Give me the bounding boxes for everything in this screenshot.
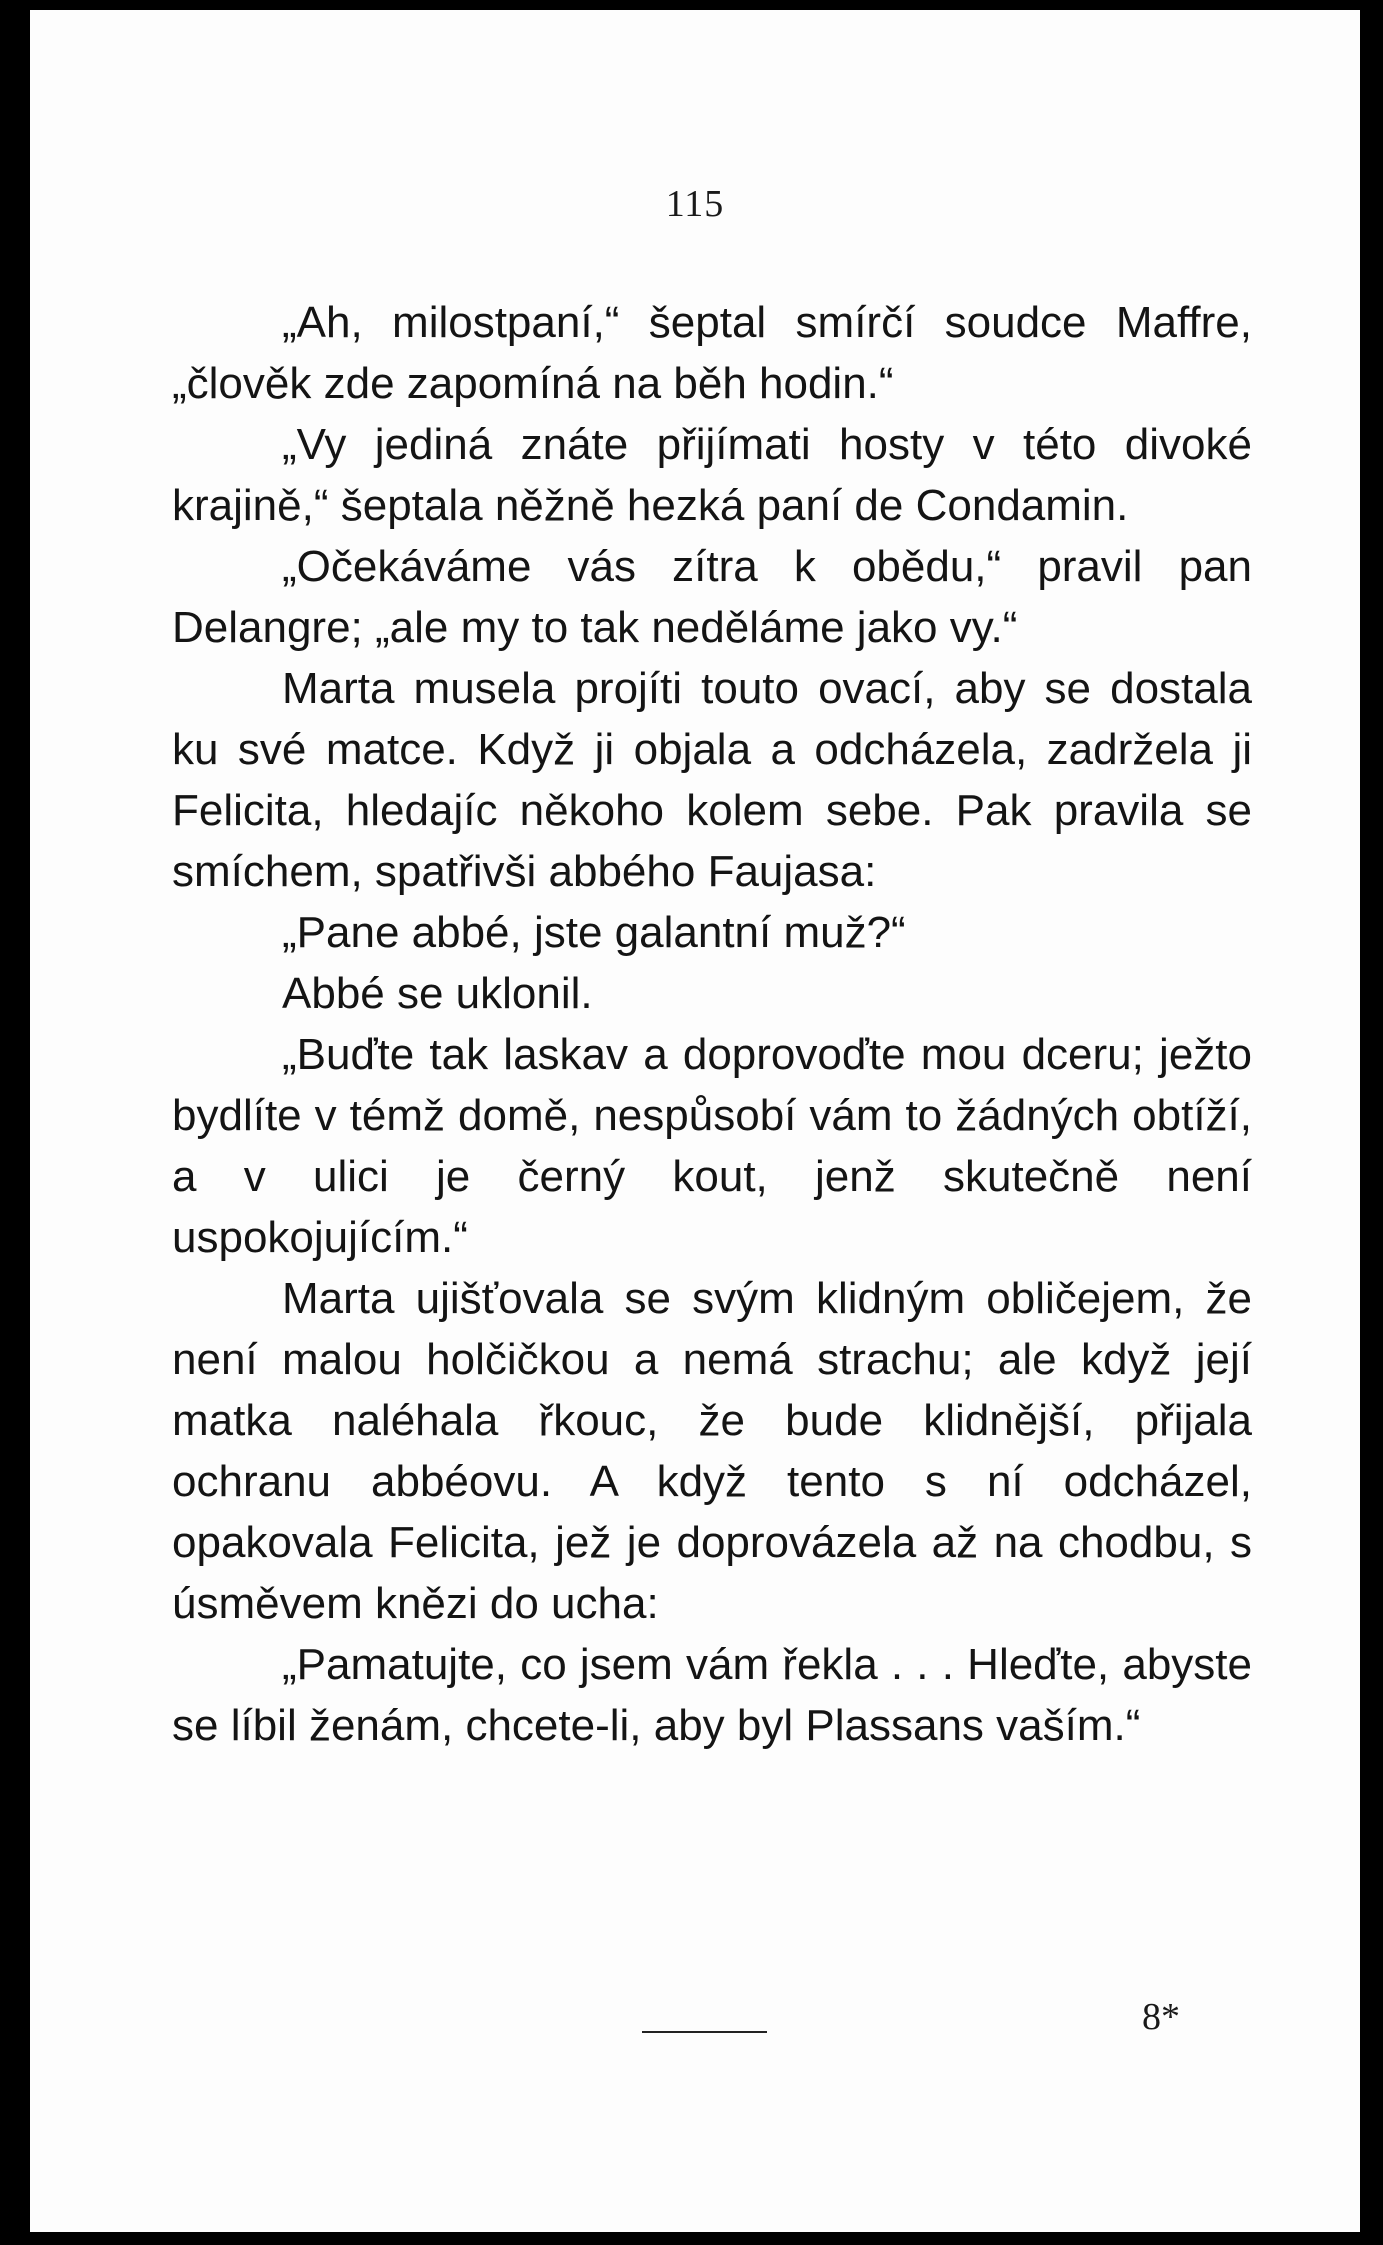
paragraph: „Pamatujte, co jsem vám řekla . . . Hleďte, abyste se líbil ženám, chcete-li, aby byl Plassans vaším.“ bbox=[172, 1640, 1252, 1750]
paragraph: „Buďte tak laskav a doprovoďte mou dceru; ježto bydlíte v témž domě, nespůsobí vám to žádných obtíží, a v ulici je černý kout, jenž skutečně není uspokojujícím.“ bbox=[172, 1030, 1252, 1262]
page-number: 115 bbox=[665, 183, 725, 225]
book-page bbox=[30, 10, 1360, 2232]
paragraph: „Ah, milostpaní,“ šeptal smírčí soudce Maffre, „člověk zde zapomíná na běh hodin.“ bbox=[172, 298, 1252, 408]
paragraph: „Pane abbé, jste galantní muž?“ bbox=[282, 908, 906, 957]
paragraph: Marta ujišťovala se svým klidným obličejem, že není malou holčičkou a nemá strachu; ale když její matka naléhala řkouc, že bude klidnější, přijala ochranu abbéovu. A když tento s ní odcházel, opakovala Felicita, jež je doprovázela až na chodbu, s úsměvem knězi do ucha: bbox=[172, 1274, 1252, 1628]
paragraph: „Očekáváme vás zítra k obědu,“ pravil pan Delangre; „ale my to tak neděláme jako vy.“ bbox=[172, 542, 1252, 652]
paragraph: Marta musela projíti touto ovací, aby se dostala ku své matce. Když ji objala a odcházela, zadržela ji Felicita, hledajíc někoho kolem sebe. Pak pravila se smíchem, spatřivši abbého Faujasa: bbox=[172, 664, 1252, 896]
footer-rule bbox=[642, 2031, 767, 2033]
page-footer bbox=[30, 1995, 1360, 2055]
signature-mark: 8* bbox=[1142, 1996, 1180, 2038]
paragraph: Abbé se uklonil. bbox=[282, 969, 593, 1018]
body-text bbox=[172, 292, 1252, 1756]
paragraph: „Vy jediná znáte přijímati hosty v této divoké krajině,“ šeptala něžně hezká paní de Condamin. bbox=[172, 420, 1252, 530]
